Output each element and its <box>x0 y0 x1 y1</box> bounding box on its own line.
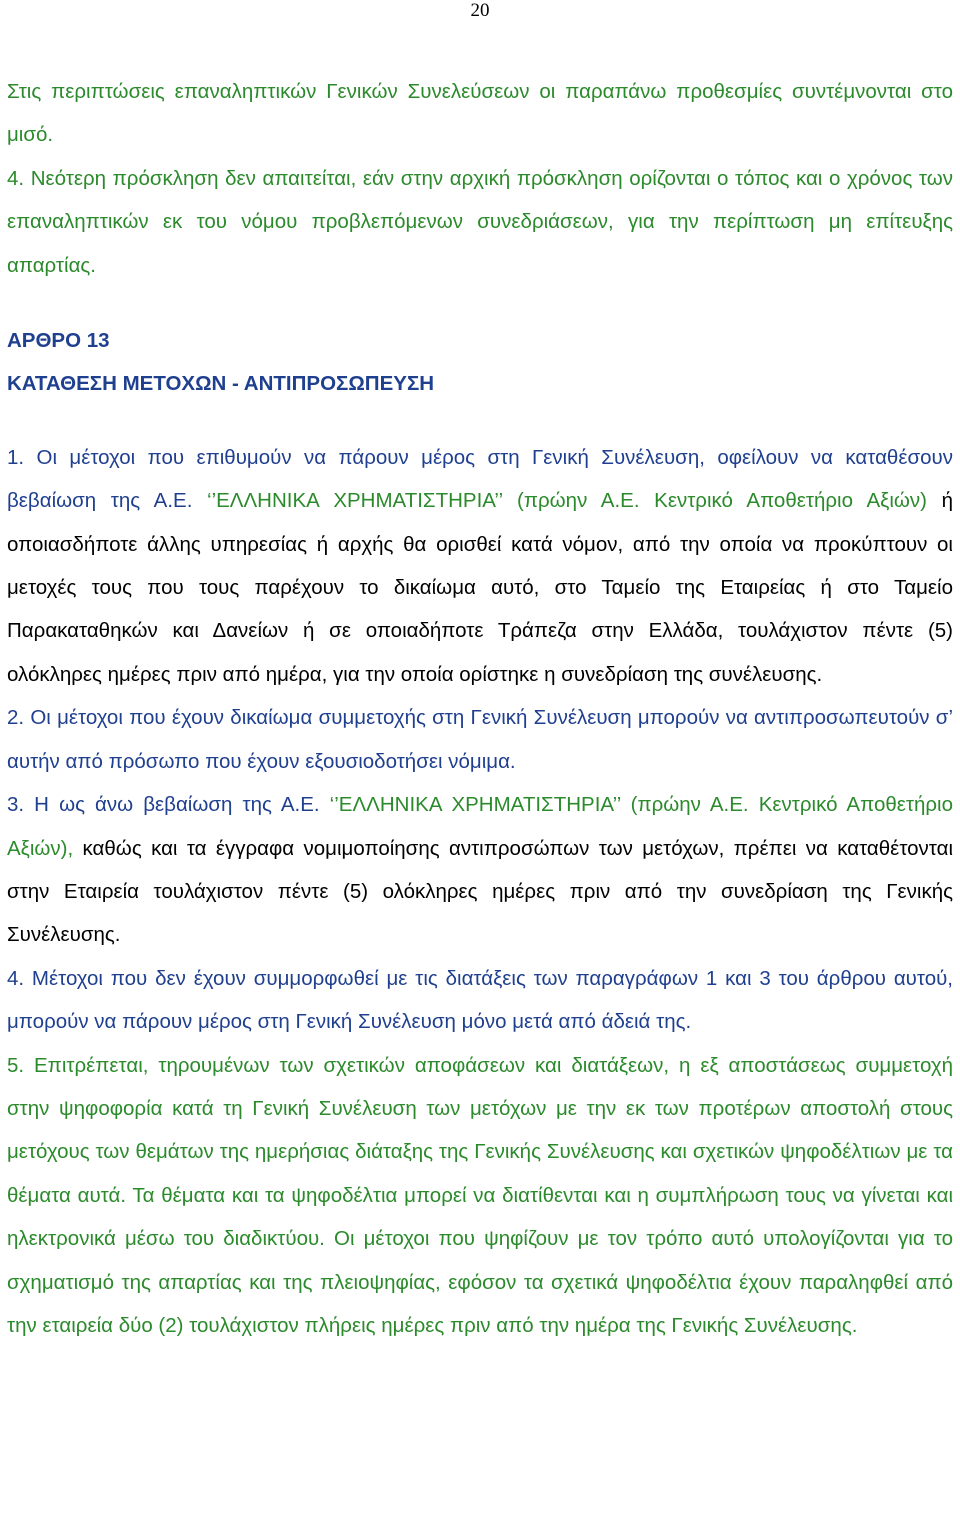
paragraph-certificate-submission <box>7 783 953 957</box>
paragraph-representation: 2. Οι μέτοχοι που έχουν δικαίωμα συμμετοχής στη Γενική Συνέλευση μπορούν να αντιπροσωπευτούν σ’ αυτήν από πρόσωπο που έχουν εξουσιοδοτήσει νόμιμα. <box>7 706 953 773</box>
paragraph-new-invitation: 4. Νεότερη πρόσκληση δεν απαιτείται, εάν στην αρχική πρόσκληση ορίζονται ο τόπος και ο χρόνος των επαναληπτικών εκ του νόμου προβλεπόμενων συνεδριάσεων, για την περίπτωση μη επίτευξης απαρτίας. <box>7 166 953 277</box>
paragraph-3-text: 3. Η ως άνω βεβαίωση της Α.Ε. <box>7 793 330 817</box>
paragraph-1-text: 1. Οι μέτοχοι που επιθυμούν να πάρουν μέρος στη Γενική Συνέλευση, οφείλουν να καταθέσουν βεβαίωση της Α.Ε. <box>7 445 953 513</box>
document-content <box>7 70 953 1347</box>
article-number: ΑΡΘΡΟ 13 <box>7 329 110 353</box>
paragraph-3-highlight: ‘’ΕΛΛΗΝΙΚΑ ΧΡΗΜΑΤΙΣΤΗΡΙΑ’’ (πρώην Α.Ε. Κεντρικό Αποθετήριο Αξιών), <box>7 793 954 860</box>
paragraph-remote-voting: 5. Επιτρέπεται, τηρουμένων των σχετικών αποφάσεων και διατάξεων, η εξ αποστάσεως συμμετοχή στην ψηφοφορία κατά τη Γενική Συνέλευση των μετόχων με την εκ των προτέρων αποστολή στους μετόχους των θεμάτων της ημερήσιας διάταξης της Γενικής Συνέλευσης και σχετικών ψηφοδέλτιων με τα θέματα αυτά. Τα θέματα και τα ψηφοδέλτια μπορεί να διατίθενται και η συμπλήρωση τους να γίνεται και ηλεκτρονικά μέσω του διαδικτύου. Οι μέτοχοι που ψηφίζουν με τον τρόπο αυτό υπολογίζονται για το σχηματισμό της απαρτίας και της πλειοψηφίας, εφόσον τα σχετικά ψηφοδέλτια έχουν παραληφθεί από την εταιρεία δύο (2) τουλάχιστον πλήρεις ημέρες πριν από την ημέρα της Γενικής Συνέλευσης. <box>7 1053 953 1337</box>
paragraph-repeat-deadlines: Στις περιπτώσεις επαναληπτικών Γενικών Συνελεύσεων οι παραπάνω προθεσμίες συντέμνονται στο μισό. <box>7 80 953 147</box>
paragraph-share-deposit <box>7 436 953 696</box>
paragraph-1-highlight: ‘’ΕΛΛΗΝΙΚΑ ΧΡΗΜΑΤΙΣΤΗΡΙΑ’’ (πρώην Α.Ε. Κεντρικό Αποθετήριο Αξιών) <box>207 489 927 513</box>
paragraph-1-rest: ή οποιασδήποτε άλλης υπηρεσίας ή αρχής θα ορισθεί κατά νόμον, από την οποία να προκύπτουν οι μετοχές τους που τους παρέχουν το δικαίωμα αυτό, στο Ταμείο της Εταιρείας ή στο Ταμείο Παρακαταθηκών και Δανείων ή σε οποιαδήποτε Τράπεζα στην Ελλάδα, τουλάχιστον πέντε (5) ολόκληρες ημέρες πριν από ημέρα, για την οποία ορίστηκε η συνεδρίαση της συνέλευσης. <box>7 489 953 686</box>
paragraph-non-compliance: 4. Μέτοχοι που δεν έχουν συμμορφωθεί με τις διατάξεις των παραγράφων 1 και 3 του άρθρου αυτού, μπορούν να πάρουν μέρος στη Γενική Συνέλευση μόνο μετά από άδειά της. <box>7 966 953 1034</box>
page-number: 20 <box>470 0 490 21</box>
article-title: ΚΑΤΑΘΕΣΗ ΜΕΤΟΧΩΝ - ΑΝΤΙΠΡΟΣΩΠΕΥΣΗ <box>7 372 435 396</box>
paragraph-3-rest: καθώς και τα έγγραφα νομιμοποίησης αντιπροσώπων των μετόχων, πρέπει να καταθέτονται στην Εταιρεία τουλάχιστον πέντε (5) ολόκληρες ημέρες πριν από την συνεδρίαση της Γενικής Συνέλευσης. <box>7 836 953 947</box>
